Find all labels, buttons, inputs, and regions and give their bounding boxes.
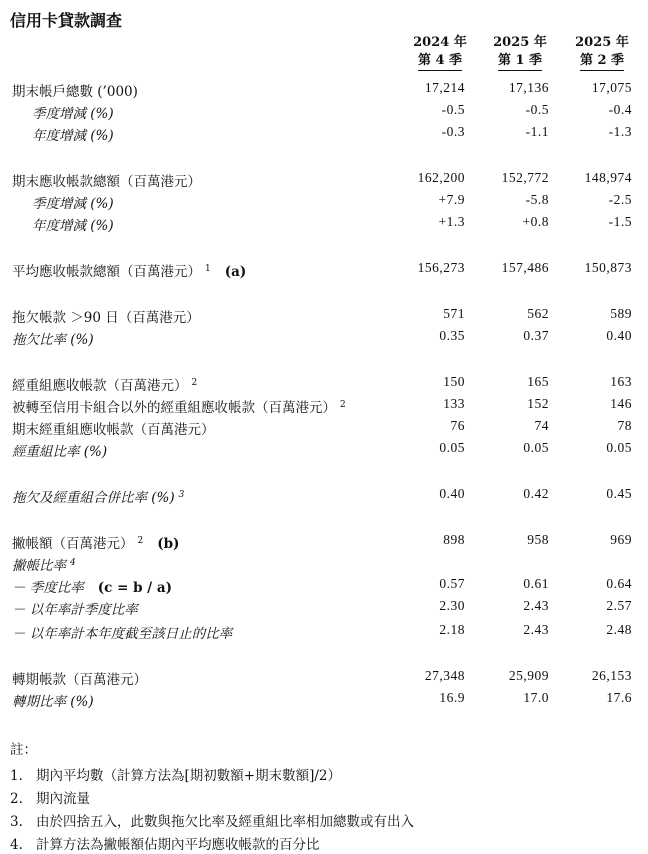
row-label-text: 季度增減 (%) <box>32 196 114 212</box>
row-label <box>12 668 147 688</box>
cell-value: 152,772 <box>501 170 549 185</box>
row-label <box>12 486 184 506</box>
row-label-text: 被轉至信用卡組合以外的經重組應收帳款（百萬港元） <box>12 400 336 416</box>
cell-value: 152 <box>527 396 549 411</box>
note-number: 4. <box>10 837 23 853</box>
row-label <box>32 102 114 122</box>
row-label-text: 期末應收帳款總額（百萬港元） <box>12 174 201 190</box>
row-label-text: － 以年率計季度比率 <box>12 602 138 618</box>
row-label <box>32 124 114 144</box>
cell-value: 969 <box>610 532 632 547</box>
cell-value: 165 <box>527 374 549 389</box>
note-item <box>10 787 90 807</box>
table-row <box>0 418 648 440</box>
cell-value: 571 <box>443 306 465 321</box>
footnote-marker: 3 <box>178 489 185 500</box>
footnote-marker: 2 <box>191 377 198 388</box>
cell-value: -0.3 <box>441 124 465 139</box>
cell-value: 26,153 <box>591 668 632 683</box>
column-header-2024-q4 <box>408 34 472 71</box>
note-text: 期內流量 <box>36 791 90 807</box>
cell-value: -2.5 <box>608 192 632 207</box>
cell-value: 163 <box>610 374 632 389</box>
cell-value: 146 <box>610 396 632 411</box>
table-row <box>0 214 648 236</box>
cell-value: 17.0 <box>523 690 549 705</box>
column-header-2025-q1 <box>488 34 552 71</box>
cell-value: 0.05 <box>439 440 465 455</box>
cell-value: +1.3 <box>438 214 465 229</box>
row-label-text: － 以年率計本年度截至該日止的比率 <box>12 626 233 642</box>
cell-value: -0.4 <box>608 102 632 117</box>
cell-value: 78 <box>617 418 632 433</box>
row-label <box>12 554 76 574</box>
table-row <box>0 306 648 328</box>
cell-value: +0.8 <box>522 214 549 229</box>
column-header-2025-q2 <box>570 34 634 71</box>
notes-heading: 註： <box>10 742 37 758</box>
cell-value: -1.5 <box>608 214 632 229</box>
note-item <box>10 833 320 853</box>
cell-value: -1.3 <box>608 124 632 139</box>
cell-value: 2.48 <box>606 622 632 637</box>
row-label-text: － 季度比率 <box>12 580 84 596</box>
row-label <box>12 690 94 710</box>
cell-value: 2.18 <box>439 622 465 637</box>
table-row <box>0 554 648 576</box>
cell-value: -1.1 <box>525 124 549 139</box>
note-number: 3. <box>10 814 23 830</box>
note-item <box>10 764 341 784</box>
row-label-text: 轉期帳款（百萬港元） <box>12 672 147 688</box>
row-label <box>12 532 179 552</box>
cell-value: 27,348 <box>424 668 465 683</box>
column-quarter: 第 2 季 <box>580 52 624 71</box>
cell-value: +7.9 <box>438 192 465 207</box>
formula-tag: (c = b / a) <box>97 580 173 596</box>
cell-value: 76 <box>450 418 465 433</box>
cell-value: 0.40 <box>439 486 465 501</box>
row-label-text: 撇帳比率 <box>12 558 66 574</box>
formula-tag: (b) <box>157 536 180 552</box>
column-year: 2024 年 <box>413 35 467 50</box>
row-label-text: 期末帳戶總數 (’000) <box>12 84 138 100</box>
cell-value: 0.57 <box>439 576 465 591</box>
formula-tag: (a) <box>224 264 247 280</box>
table-row <box>0 374 648 396</box>
column-quarter: 第 4 季 <box>418 52 462 71</box>
row-label <box>12 418 215 438</box>
cell-value: 562 <box>527 306 549 321</box>
row-label <box>12 576 172 596</box>
footnote-marker: 1 <box>205 263 211 274</box>
row-label-text: 拖欠帳款 ＞90 日（百萬港元） <box>12 310 200 326</box>
footnote-marker: 2 <box>137 535 144 546</box>
table-row <box>0 532 648 554</box>
cell-value: 0.64 <box>606 576 632 591</box>
cell-value: 17,075 <box>591 80 632 95</box>
row-label <box>12 80 138 100</box>
row-label-text: 平均應收帳款總額（百萬港元） <box>12 264 201 280</box>
cell-value: 2.43 <box>523 598 549 613</box>
row-label <box>12 622 232 642</box>
page-title: 信用卡貸款調查 <box>10 11 123 30</box>
column-year: 2025 年 <box>493 35 547 50</box>
note-text: 由於四捨五入，此數與拖欠比率及經重組比率相加總數或有出入 <box>36 814 414 830</box>
row-label <box>12 374 197 394</box>
cell-value: 0.42 <box>523 486 549 501</box>
table-row <box>0 328 648 350</box>
note-number: 2. <box>10 791 23 807</box>
table-row <box>0 80 648 102</box>
row-label <box>12 440 107 460</box>
column-year: 2025 年 <box>575 35 629 50</box>
cell-value: 17,136 <box>508 80 549 95</box>
row-label <box>32 214 114 234</box>
cell-value: 16.9 <box>439 690 465 705</box>
cell-value: 0.45 <box>606 486 632 501</box>
table-row <box>0 440 648 462</box>
cell-value: 157,486 <box>501 260 549 275</box>
cell-value: 150,873 <box>584 260 632 275</box>
table-row <box>0 396 648 418</box>
row-label-text: 經重組應收帳款（百萬港元） <box>12 378 188 394</box>
note-text: 計算方法為撇帳額佔期內平均應收帳款的百分比 <box>36 837 320 853</box>
cell-value: 156,273 <box>417 260 465 275</box>
row-label <box>12 396 346 416</box>
cell-value: 0.35 <box>439 328 465 343</box>
row-label <box>12 306 200 326</box>
row-label <box>12 260 246 280</box>
table-row <box>0 192 648 214</box>
row-label <box>32 192 114 212</box>
table-row <box>0 576 648 598</box>
cell-value: 150 <box>443 374 465 389</box>
cell-value: 958 <box>527 532 549 547</box>
row-label-text: 拖欠及經重組合併比率 (%) <box>12 490 175 506</box>
cell-value: 0.37 <box>523 328 549 343</box>
cell-value: -5.8 <box>525 192 549 207</box>
note-text: 期內平均數（計算方法為[期初數額+期末數額]/2） <box>36 768 341 784</box>
note-item <box>10 810 414 830</box>
cell-value: 17,214 <box>424 80 465 95</box>
cell-value: 2.43 <box>523 622 549 637</box>
row-label-text: 經重組比率 (%) <box>12 444 108 460</box>
row-label-text: 年度增減 (%) <box>32 218 114 234</box>
row-label-text: 拖欠比率 (%) <box>12 332 94 348</box>
row-label-text: 年度增減 (%) <box>32 128 114 144</box>
table-row <box>0 486 648 508</box>
table-row <box>0 170 648 192</box>
cell-value: 0.05 <box>523 440 549 455</box>
cell-value: -0.5 <box>525 102 549 117</box>
cell-value: 2.30 <box>439 598 465 613</box>
cell-value: 2.57 <box>606 598 632 613</box>
cell-value: 898 <box>443 532 465 547</box>
column-quarter: 第 1 季 <box>498 52 542 71</box>
table-row <box>0 124 648 146</box>
row-label <box>12 598 138 618</box>
row-label-text: 期末經重組應收帳款（百萬港元） <box>12 422 215 438</box>
cell-value: 25,909 <box>508 668 549 683</box>
row-label-text: 轉期比率 (%) <box>12 694 94 710</box>
footnote-marker: 2 <box>340 399 346 410</box>
row-label <box>12 170 201 190</box>
cell-value: 148,974 <box>584 170 632 185</box>
table-row <box>0 598 648 620</box>
cell-value: 0.05 <box>606 440 632 455</box>
cell-value: 0.61 <box>523 576 549 591</box>
cell-value: 0.40 <box>606 328 632 343</box>
table-row <box>0 622 648 644</box>
note-number: 1. <box>10 768 23 784</box>
cell-value: 17.6 <box>606 690 632 705</box>
cell-value: 74 <box>534 418 549 433</box>
table-row <box>0 260 648 282</box>
table-row <box>0 668 648 690</box>
row-label <box>12 328 94 348</box>
cell-value: 589 <box>610 306 632 321</box>
cell-value: 133 <box>443 396 465 411</box>
cell-value: -0.5 <box>441 102 465 117</box>
footnote-marker: 4 <box>70 557 76 568</box>
cell-value: 162,200 <box>417 170 465 185</box>
table-row <box>0 690 648 712</box>
row-label-text: 季度增減 (%) <box>32 106 114 122</box>
table-row <box>0 102 648 124</box>
row-label-text: 撇帳額（百萬港元） <box>12 536 134 552</box>
